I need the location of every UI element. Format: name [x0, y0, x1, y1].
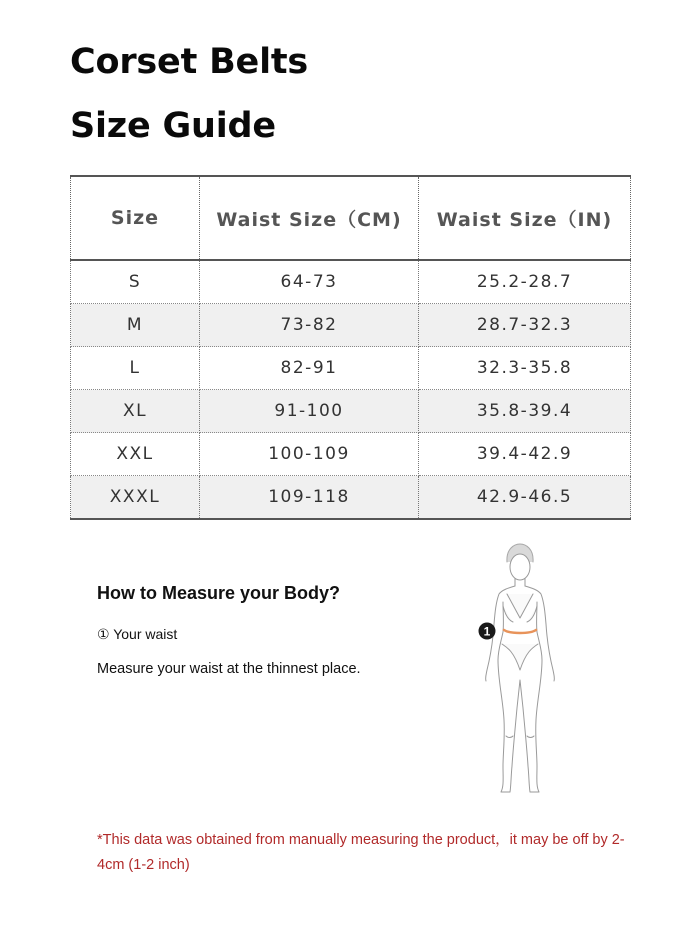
- measure-heading: How to Measure your Body?: [97, 583, 341, 603]
- cell-waist-cm: 82-91: [200, 347, 419, 390]
- cell-size: M: [71, 304, 200, 347]
- cell-size: XL: [71, 390, 200, 433]
- header-waist-in: Waist Size（IN): [419, 176, 631, 260]
- cell-waist-cm: 100-109: [200, 433, 419, 476]
- header-waist-cm: Waist Size（CM): [200, 176, 419, 260]
- cell-waist-in: 42.9-46.5: [419, 476, 631, 520]
- cell-waist-in: 39.4-42.9: [419, 433, 631, 476]
- cell-size: XXXL: [71, 476, 200, 520]
- table-header-row: [71, 176, 631, 260]
- page-title-line2: Size Guide: [70, 106, 276, 146]
- table-row: [71, 433, 631, 476]
- waist-step-label: ① Your waist: [97, 626, 178, 642]
- cell-size: L: [71, 347, 200, 390]
- size-table: [70, 175, 631, 520]
- table-row: [71, 476, 631, 520]
- cell-size: S: [71, 260, 200, 304]
- cell-waist-in: 35.8-39.4: [419, 390, 631, 433]
- cell-waist-cm: 73-82: [200, 304, 419, 347]
- cell-waist-in: 28.7-32.3: [419, 304, 631, 347]
- waist-instruction: Measure your waist at the thinnest place.: [97, 661, 361, 677]
- table-row: [71, 390, 631, 433]
- waist-marker-number: 1: [483, 624, 491, 639]
- cell-waist-cm: 91-100: [200, 390, 419, 433]
- table-row: [71, 347, 631, 390]
- waist-measure-line: [504, 630, 536, 633]
- cell-waist-in: 32.3-35.8: [419, 347, 631, 390]
- page-title-line1: Corset Belts: [70, 42, 309, 82]
- header-size: Size: [71, 176, 200, 260]
- cell-size: XXL: [71, 433, 200, 476]
- table-row: [71, 304, 631, 347]
- cell-waist-in: 25.2-28.7: [419, 260, 631, 304]
- body-figure-illustration: [470, 540, 570, 800]
- measurement-disclaimer: *This data was obtained from manually measuring the product，it may be off by 2-4cm (1-2 inch): [97, 832, 625, 873]
- cell-waist-cm: 64-73: [200, 260, 419, 304]
- cell-waist-cm: 109-118: [200, 476, 419, 520]
- table-row: [71, 260, 631, 304]
- figure-head: [510, 554, 530, 580]
